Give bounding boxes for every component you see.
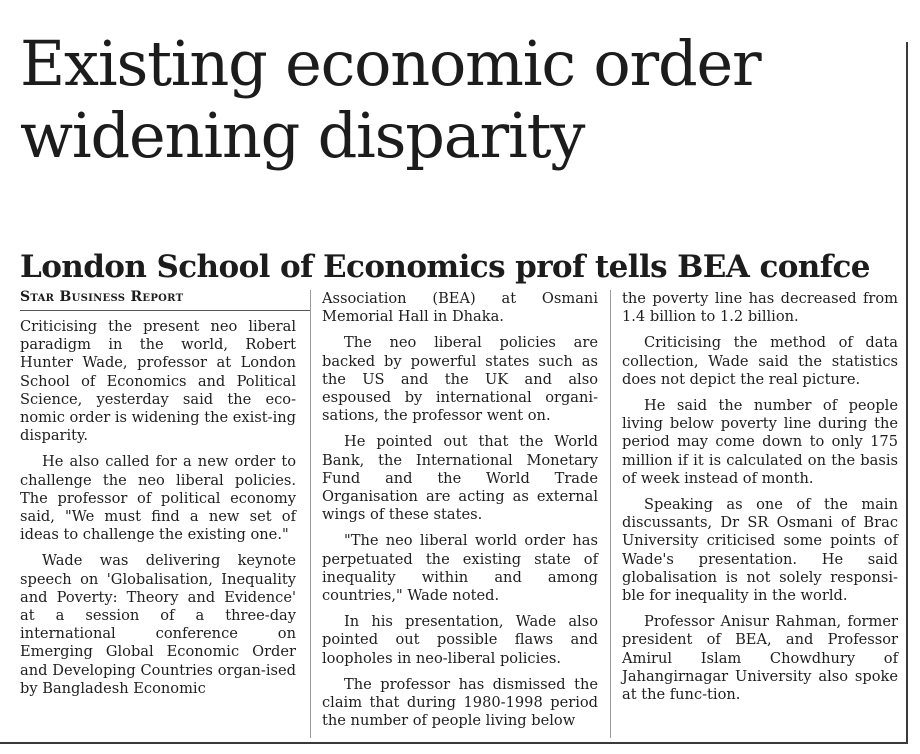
paragraph: He also called for a new order to challenge the neo liberal policies. The professor of political economy said, "We must find a new set of ideas to challenge the existing one." [20,453,296,544]
paragraph: Professor Anisur Rahman, former president of BEA, and Professor Amirul Islam Chowdhury of Jahangirnagar University also spoke at the func-tion. [622,613,898,704]
byline-rule [20,310,310,311]
article-column-1 [20,318,296,706]
column-divider-2 [610,290,611,738]
subheadline: London School of Economics prof tells BEA confce [20,249,870,285]
paragraph: Wade was delivering keynote speech on 'Globalisation, Inequality and Poverty: Theory and Evidence' at a session of a three-day international conference on Emerging Global Economic Order and Developing Countries organ-ised by Bangladesh Economic [20,552,296,697]
headline-line-2: widening disparity [20,99,585,172]
article-column-2 [322,290,598,738]
column-divider-1 [310,290,311,738]
headline-line-1: Existing economic order [20,27,761,100]
paragraph: The professor has dismissed the claim that during 1980-1998 period the number of people living below [322,675,598,730]
paragraph: "The neo liberal world order has perpetuated the existing state of inequality within and among countries," Wade noted. [322,532,598,605]
paragraph: Criticising the method of data collection, Wade said the statistics does not depict the real picture. [622,334,898,388]
paragraph: Association (BEA) at Osmani Memorial Hall in Dhaka. [322,290,598,326]
paragraph: the poverty line has decreased from 1.4 billion to 1.2 billion. [622,290,898,326]
byline: Star Business Report [20,289,184,305]
paragraph: He said the number of people living below poverty line during the period may come down to only 175 million if it is calculated on the basis of week instead of month. [622,397,898,487]
bottom-border-rule [0,742,908,744]
paragraph: He pointed out that the World Bank, the International Monetary Fund and the World Trade Organisation are acting as external wings of these states. [322,433,598,524]
article-column-3 [622,290,898,712]
paragraph: The neo liberal policies are backed by powerful states such as the US and the UK and also espoused by international organi-sations, the professor went on. [322,334,598,425]
paragraph: Criticising the present neo liberal paradigm in the world, Robert Hunter Wade, professor at London School of Economics and Political Science, yesterday said the eco-nomic order is widening the exist-ing disparity. [20,318,297,445]
paragraph: In his presentation, Wade also pointed out possible flaws and loopholes in neo-liberal policies. [322,613,598,667]
headline [20,28,910,172]
paragraph: Speaking as one of the main discussants, Dr SR Osmani of Brac University criticised some points of Wade's presentation. He said globalisation is not solely responsi-ble for inequality in the world. [622,496,898,605]
